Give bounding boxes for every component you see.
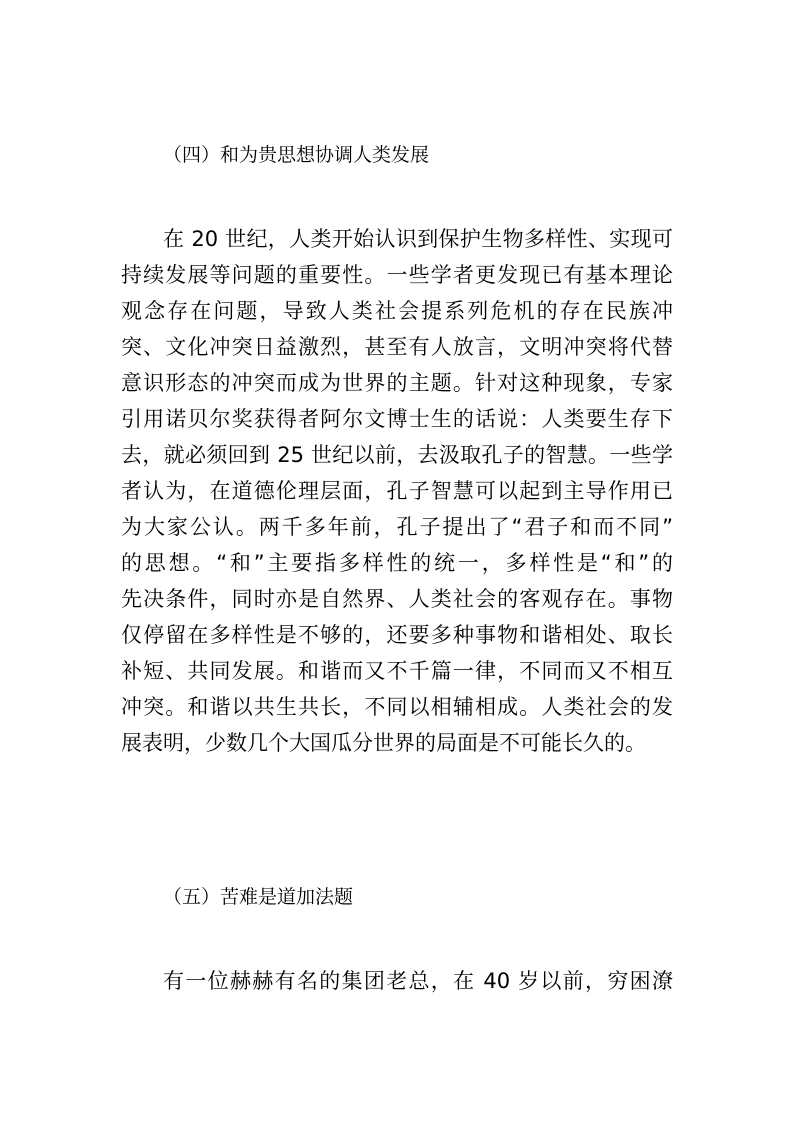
section-heading-5: （五）苦难是道加法题 — [163, 886, 354, 908]
section-heading-4: （四）和为贵思想协调人类发展 — [163, 144, 430, 166]
paragraph-line: 者认为，在道德伦理层面，孔子智慧可以起到主导作用已 — [121, 479, 673, 503]
paragraph-line: 的思想。“和”主要指多样性的统一，多样性是“和”的 — [121, 551, 673, 575]
paragraph-line: 持续发展等问题的重要性。一些学者更发现已有基本理论 — [121, 263, 673, 287]
paragraph-line: 先决条件，同时亦是自然界、人类社会的客观存在。事物 — [121, 587, 673, 611]
paragraph-line: 去，就必须回到 25 世纪以前，去汲取孔子的智慧。一些学 — [121, 443, 673, 467]
paragraph-line: 观念存在问题，导致人类社会提系列危机的存在民族冲 — [121, 299, 673, 323]
paragraph-line: 突、文化冲突日益激烈，甚至有人放言，文明冲突将代替 — [121, 335, 673, 359]
paragraph-line: 有一位赫赫有名的集团老总，在 40 岁以前，穷困潦 — [163, 969, 673, 993]
paragraph-line: 冲突。和谐以共生共长，不同以相辅相成。人类社会的发 — [121, 695, 673, 719]
paragraph-line: 在 20 世纪，人类开始认识到保护生物多样性、实现可 — [163, 227, 673, 251]
paragraph-line: 补短、共同发展。和谐而又不千篇一律，不同而又不相互 — [121, 659, 673, 683]
paragraph-line: 仅停留在多样性是不够的，还要多种事物和谐相处、取长 — [121, 623, 673, 647]
paragraph-line: 引用诺贝尔奖获得者阿尔文博士生的话说：人类要生存下 — [121, 407, 673, 431]
paragraph-line: 为大家公认。两千多年前，孔子提出了“君子和而不同” — [121, 515, 673, 539]
paragraph-line: 意识形态的冲突而成为世界的主题。针对这种现象，专家 — [121, 371, 673, 395]
paragraph-line: 展表明，少数几个大国瓜分世界的局面是不可能长久的。 — [121, 731, 646, 755]
